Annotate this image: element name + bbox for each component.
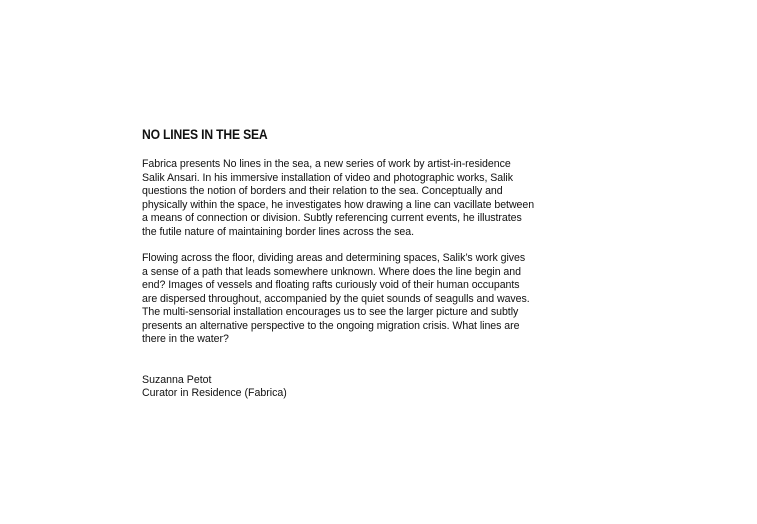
- text-line: Fabrica presents No lines in the sea, a new series of work by artist-in-residence: [142, 158, 511, 170]
- text-line: are dispersed throughout, accompanied by the quiet sounds of seagulls and waves.: [142, 292, 530, 305]
- text-line: questions the notion of borders and their relation to the sea. Conceptually and: [142, 185, 503, 197]
- signature-role: Curator in Residence (Fabrica): [142, 387, 287, 399]
- document-title: NO LINES IN THE SEA: [142, 127, 268, 142]
- signature-spacer: [142, 347, 562, 374]
- text-line: the futile nature of maintaining border lines across the sea.: [142, 225, 414, 238]
- paragraph-intro: [142, 158, 562, 239]
- text-line: a sense of a path that leads somewhere unknown. Where does the line begin and: [142, 265, 521, 278]
- document: [142, 126, 562, 401]
- text-line: presents an alternative perspective to the ongoing migration crisis. What lines are: [142, 319, 520, 332]
- text-line: there in the water?: [142, 333, 229, 345]
- paragraph-spacer: [142, 239, 562, 252]
- text-line: The multi-sensorial installation encourages us to see the larger picture and subtly: [142, 306, 519, 318]
- paragraph-description: [142, 252, 562, 347]
- text-line: physically within the space, he investigates how drawing a line can vacillate between: [142, 198, 535, 211]
- signature-block: [142, 374, 562, 401]
- text-line: Salik Ansari. In his immersive installation of video and photographic works, Salik: [142, 171, 513, 184]
- signature-name: Suzanna Petot: [142, 373, 212, 386]
- text-line: a means of connection or division. Subtly referencing current events, he illustrates: [142, 212, 522, 224]
- text-line: Flowing across the floor, dividing areas and determining spaces, Salik’s work gives: [142, 252, 526, 264]
- text-line: end? Images of vessels and floating rafts curiously void of their human occupants: [142, 279, 520, 291]
